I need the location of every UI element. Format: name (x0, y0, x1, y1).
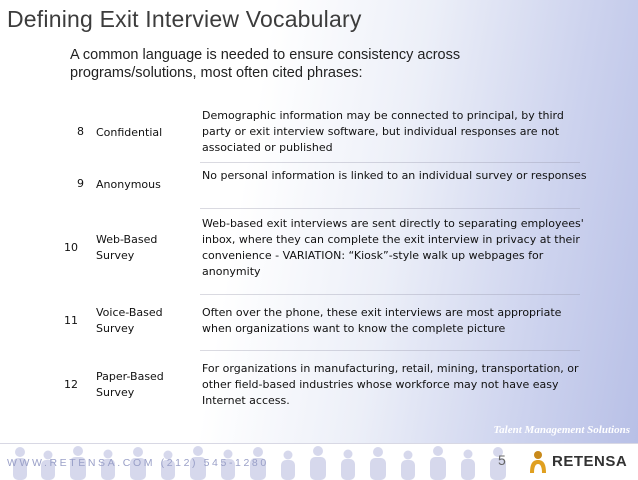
term-definition: Web-based exit interviews are sent directly to separating employees' inbox, where they can complete the exit interview in privacy at their convenience - VARIATION: “Kiosk”-style walk up webpages for anonymity (202, 217, 584, 278)
term-label: Paper-Based Survey (96, 370, 164, 399)
term-number: 11 (64, 314, 78, 327)
term-label: Web-Based Survey (96, 233, 158, 262)
contact-info: WWW.RETENSA.COM (212) 545-1280 (7, 457, 269, 469)
retensa-logo-text: RETENSA (552, 453, 628, 470)
term-label: Anonymous (96, 178, 161, 191)
row-divider (200, 208, 580, 209)
row-divider (200, 350, 580, 351)
term-definition: No personal information is linked to an individual survey or responses (202, 169, 587, 182)
term-definition: For organizations in manufacturing, retail, mining, transportation, or other field-based industries whose workforce may not have easy Internet access. (202, 362, 579, 407)
footer-bar (0, 443, 638, 480)
page-number: 5 (498, 452, 506, 468)
slide-title: Defining Exit Interview Vocabulary (7, 6, 362, 32)
row-divider (200, 294, 580, 295)
term-number: 12 (64, 378, 78, 391)
term-row-web-based-survey (0, 216, 638, 282)
term-label: Confidential (96, 126, 163, 139)
term-row-anonymous (0, 168, 638, 202)
term-number: 8 (77, 125, 84, 138)
retensa-person-icon (527, 450, 549, 474)
term-label: Voice-Based Survey (96, 306, 163, 335)
term-definition: Often over the phone, these exit interviews are most appropriate when organizations want to know the complete picture (202, 306, 562, 335)
slide-subtitle: A common language is needed to ensure consistency across programs/solutions, most often cited phrases: (70, 47, 461, 81)
tagline: Talent Management Solutions (493, 424, 630, 436)
term-number: 9 (77, 177, 84, 190)
term-row-paper-based-survey (0, 361, 638, 411)
term-number: 10 (64, 241, 78, 254)
term-row-voice-based-survey (0, 305, 638, 339)
term-definition: Demographic information may be connected to principal, by third party or exit interview software, but individual responses are not associated or published (202, 109, 564, 154)
row-divider (200, 162, 580, 163)
term-row-confidential (0, 108, 638, 158)
